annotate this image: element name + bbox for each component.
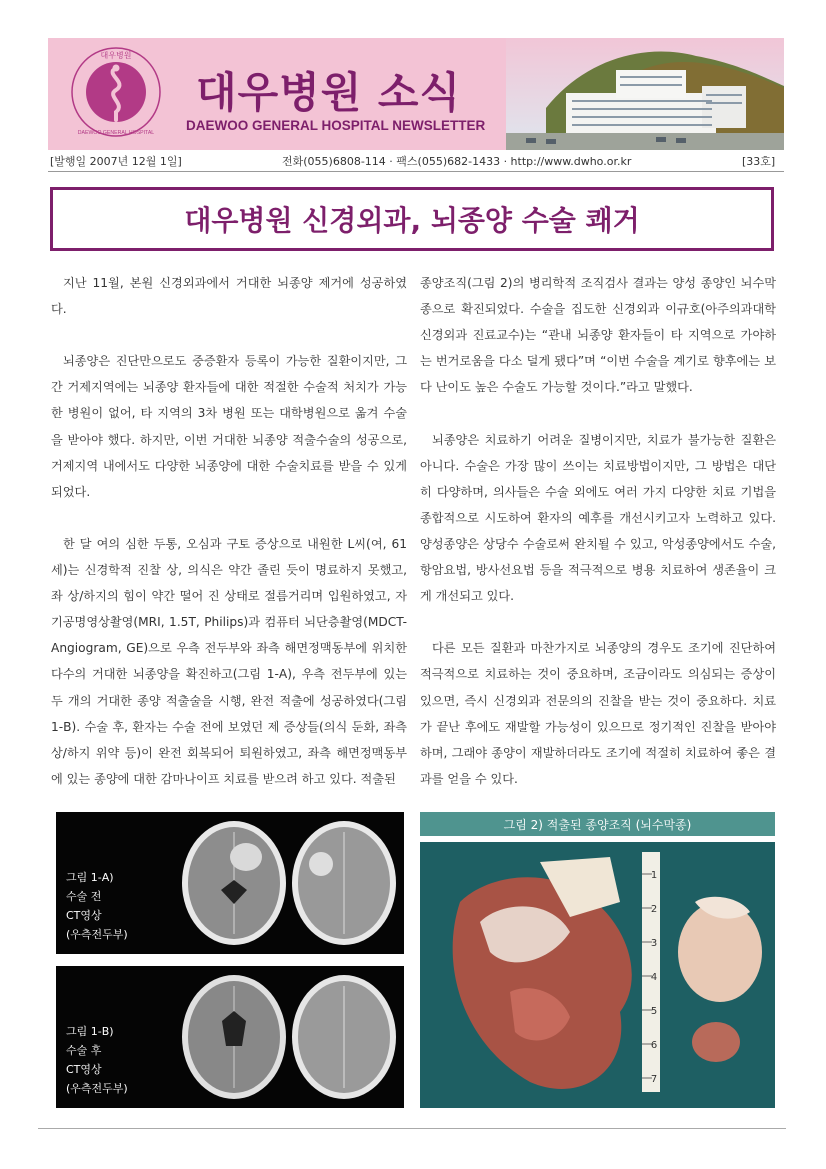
ct-image-postop	[56, 966, 404, 1108]
logo-english-text: DAEWOO GENERAL HOSPITAL	[77, 130, 155, 136]
issue-number: [33호]	[742, 155, 776, 168]
masthead	[48, 38, 784, 150]
article-paragraph: 종양조직(그림 2)의 병리학적 조직검사 결과는 양성 종양인 뇌수막종으로 확진되었다. 수술을 집도한 신경외과 이규호(아주의과대학 신경외과 진료교수)는 “관내 뇌종양 환자들이 타 지역으로 가야하는 번거로움을 다소 덜게 됐다”며 “이번 수술을 계기로 향후에는 보다 난이도 높은 수술도 가능할 것이다.”라고 말했다.	[420, 276, 776, 395]
info-divider	[48, 171, 784, 172]
ruler-number: 2	[650, 904, 658, 915]
article-paragraph: 뇌종양은 치료하기 어려운 질병이지만, 치료가 불가능한 질환은 아니다. 수술은 가장 많이 쓰이는 치료방법이지만, 그 방법은 대단히 다양하며, 의사들은 수술 외에도 여러 가지 다양한 치료 기법을 종합적으로 시도하여 환자의 예후를 개선시키고자 노력하고 있다. 양성종양은 상당수 수술로써 완치될 수 있고, 악성종양에서도 수술, 항암요법, 방사선요법 등을 적극적으로 병용 치료하여 생존율이 크게 개선되고 있다.	[420, 432, 776, 604]
publication-date: [발행일 2007년 12월 1일]	[50, 155, 182, 168]
ct-scan-icon	[176, 966, 404, 1108]
hospital-logo-icon	[70, 46, 162, 138]
tumor-specimen-photo	[420, 842, 775, 1108]
ruler-number: 1	[650, 870, 658, 881]
bottom-divider	[38, 1128, 786, 1129]
article-paragraph: 한 달 여의 심한 두통, 오심과 구토 증상으로 내원한 L씨(여, 61세)는 신경학적 진찰 상, 의식은 약간 졸린 듯이 명료하지 못했고, 좌 상/하지의 힘이 약간 떨어 진 상태로 절름거리며 입원하였고, 자기공명영상촬영(MRI, 1.5T, Philips)과 컴퓨터 뇌단층촬영(MDCT-Angiogram, GE)으로 우측 전두부와 좌측 해면정맥동부에 위치한 다수의 거대한 뇌종양을 확진하고(그림 1-A), 우측 전두부에 있는 두 개의 거대한 종양 적출술을 시행, 완전 적출에 성공하였다(그림 1-B). 수술 후, 환자는 수술 전에 보였던 제 증상들(의식 둔화, 좌측 상/하지 위약 등)이 완전 회복되어 퇴원하였고, 좌측 해면정맥동부에 있는 종양에 대한 감마나이프 치료를 받으려 하고 있다. 적출된	[51, 536, 407, 786]
ruler-number: 3	[650, 938, 658, 949]
newsletter-title: 대우병원 소식	[196, 68, 462, 117]
article-column-left	[51, 270, 407, 818]
ct-scan-icon	[176, 812, 404, 954]
ruler-number: 4	[650, 972, 658, 983]
article-paragraph: 다른 모든 질환과 마찬가지로 뇌종양의 경우도 조기에 진단하여 적극적으로 치료하는 것이 중요하며, 조금이라도 의심되는 증상이 있으면, 즉시 신경외과 전문의의 진찰을 받는 것이 중요하다. 치료가 끝난 후에도 재발할 가능성이 있으므로 정기적인 진찰을 받아야 하며, 그래야 종양이 재발하더라도 조기에 적절히 치료하여 좋은 결과를 얻을 수 있다.	[420, 641, 776, 786]
logo-korean-text: 대우병원	[100, 51, 132, 60]
figure-1b-caption: 그림 1-B) 수술 후 CT영상 (우측전두부)	[66, 1025, 128, 1095]
hospital-building-photo	[506, 38, 784, 150]
ruler-number: 7	[650, 1074, 658, 1085]
article-paragraph: 뇌종양은 진단만으로도 중증환자 등록이 가능한 질환이지만, 그간 거제지역에는 뇌종양 환자들에 대한 적절한 수술적 처치가 가능한 병원이 없어, 타 지역의 3차 병원 또는 대학병원으로 옮겨 수술을 받아야 했다. 하지만, 이번 거대한 뇌종양 적출수술의 성공으로, 거제지역 내에서도 다양한 뇌종양에 대한 수술치료를 받을 수 있게 되었다.	[51, 354, 407, 499]
contact-info: 전화(055)6808-114 · 팩스(055)682-1433 · http://www.dwho.or.kr	[282, 155, 632, 168]
newsletter-subtitle: DAEWOO GENERAL HOSPITAL NEWSLETTER	[186, 118, 486, 133]
ct-image-preop	[56, 812, 404, 954]
headline-box	[50, 187, 774, 251]
figure-2-title: 그림 2) 적출된 종양조직 (뇌수막종)	[420, 812, 775, 836]
figure-1a-caption: 그림 1-A) 수술 전 CT영상 (우측전두부)	[66, 871, 128, 941]
ruler-number: 5	[650, 1006, 658, 1017]
article-paragraph: 지난 11월, 본원 신경외과에서 거대한 뇌종양 제거에 성공하였다.	[51, 276, 407, 317]
article-headline: 대우병원 신경외과, 뇌종양 수술 쾌거	[184, 204, 640, 237]
ruler-number: 6	[650, 1040, 658, 1051]
article-column-right	[420, 270, 776, 818]
